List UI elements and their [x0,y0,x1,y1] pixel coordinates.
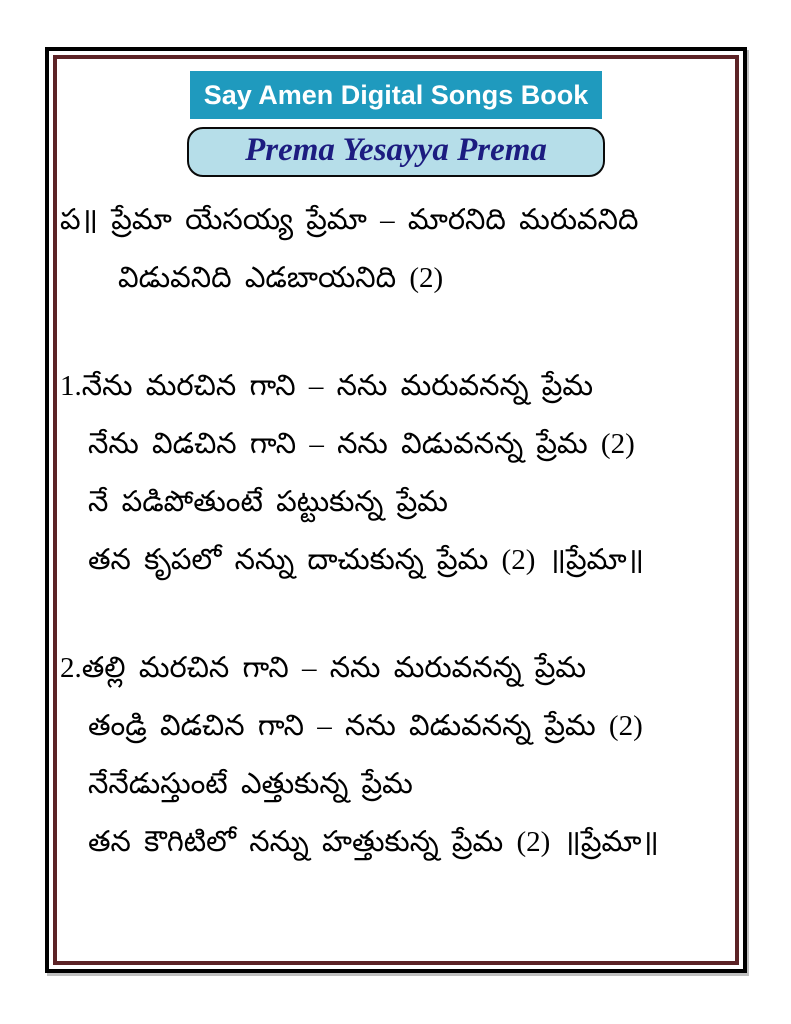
stanza-verse-1 [60,357,733,589]
lyric-line: తండ్రి విడచిన గాని – నను విడువనన్న ప్రేమ (2) [88,710,643,742]
lyric-line: 2.తల్లి మరచిన గాని – నను మరువనన్న ప్రేమ [60,652,587,684]
lyric-line: ప॥ ప్రేమా యేసయ్య ప్రేమా – మారనిది మరువనిది [60,204,639,236]
lyrics [59,191,733,871]
page-content [59,61,733,959]
lyric-line: తన కృపలో నన్ను దాచుకున్న ప్రేమ (2) ॥ప్రేమా॥ [88,544,644,576]
lyric-line: నేను విడచిన గాని – నను విడువనన్న ప్రేమ (2) [88,428,635,460]
lyric-line: విడువనిది ఎడబాయనిది (2) [118,262,444,294]
lyric-line: 1.నేను మరచిన గాని – నను మరువనన్న ప్రేమ [60,370,594,402]
stanza-verse-2 [60,639,733,871]
stanza-pallavi [60,191,733,307]
lyric-line: నే పడిపోతుంటే పట్టుకున్న ప్రేమ [88,486,448,518]
lyric-line: తన కౌగిటిలో నన్ను హత్తుకున్న ప్రేమ (2) ॥ప్రేమా॥ [88,826,659,858]
app-banner: Say Amen Digital Songs Book [190,71,602,119]
song-title-box [187,127,605,177]
lyric-line: నేనేడుస్తుంటే ఎత్తుకున్న ప్రేమ [88,768,413,800]
song-title: Prema Yesayya Prema [245,131,547,168]
